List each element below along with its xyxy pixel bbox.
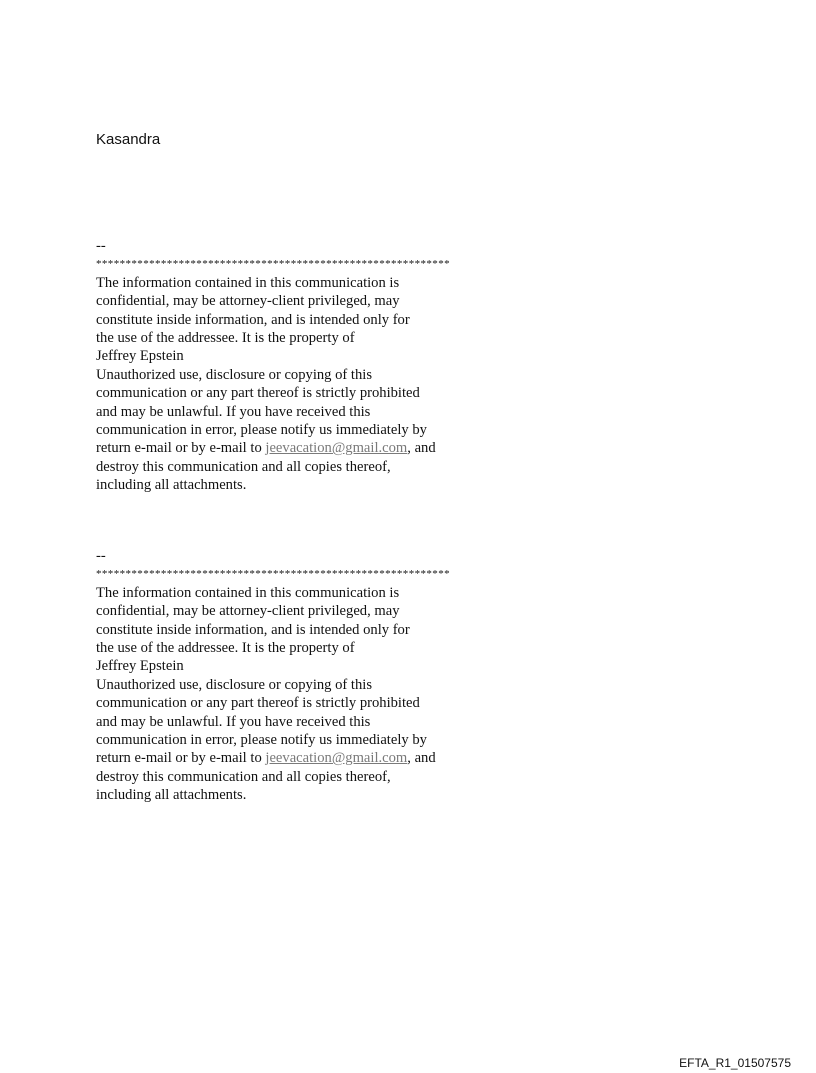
disclaimer-line: The information contained in this communication is [96,274,400,291]
disclaimer-line: communication or any part thereof is strictly prohibited [96,695,420,712]
disclaimer-line: and may be unlawful. If you have received this [96,713,371,730]
disclaimer-line: confidential, may be attorney-client privileged, may [96,603,400,620]
disclaimer-line: constitute inside information, and is intended only for [96,621,410,638]
disclaimer-line: destroy this communication and all copies thereof, [96,768,391,785]
disclaimer-line: Jeffrey Epstein [96,658,184,675]
disclaimer-line: including all attachments. [96,787,247,804]
separator-dashes: -- [96,548,106,564]
disclaimer-line: communication in error, please notify us immediately by [96,421,427,438]
disclaimer-line: the use of the addressee. It is the property of [96,329,355,346]
separator-dashes: -- [96,238,106,254]
separator-stars: ************************************************************ [96,258,450,271]
disclaimer-line: The information contained in this communication is [96,584,400,601]
confidentiality-disclaimer [96,237,616,494]
document-id: EFTA_R1_01507575 [679,1056,791,1070]
disclaimer-line: including all attachments. [96,477,247,494]
disclaimer-line: communication or any part thereof is strictly prohibited [96,385,420,402]
email-link[interactable]: jeevacation@gmail.com [265,750,408,767]
signature-name: Kasandra [96,131,161,148]
disclaimer-line: the use of the addressee. It is the property of [96,639,355,656]
disclaimer-line: constitute inside information, and is intended only for [96,311,410,328]
disclaimer-line: destroy this communication and all copies thereof, [96,458,391,475]
email-suffix: , and [407,750,436,767]
confidentiality-disclaimer [96,547,616,804]
email-prefix: return e-mail or by e-mail to [96,750,266,767]
disclaimer-line: Unauthorized use, disclosure or copying of this [96,366,373,383]
disclaimer-line: confidential, may be attorney-client privileged, may [96,293,400,310]
separator-stars: ************************************************************ [96,568,450,581]
disclaimer-line: and may be unlawful. If you have received this [96,403,371,420]
email-prefix: return e-mail or by e-mail to [96,440,266,457]
disclaimer-email-line [96,749,616,767]
email-suffix: , and [407,440,436,457]
disclaimer-line: Unauthorized use, disclosure or copying of this [96,676,373,693]
disclaimer-line: communication in error, please notify us immediately by [96,731,427,748]
disclaimer-email-line [96,439,616,457]
email-link[interactable]: jeevacation@gmail.com [265,440,408,457]
disclaimer-line: Jeffrey Epstein [96,348,184,365]
